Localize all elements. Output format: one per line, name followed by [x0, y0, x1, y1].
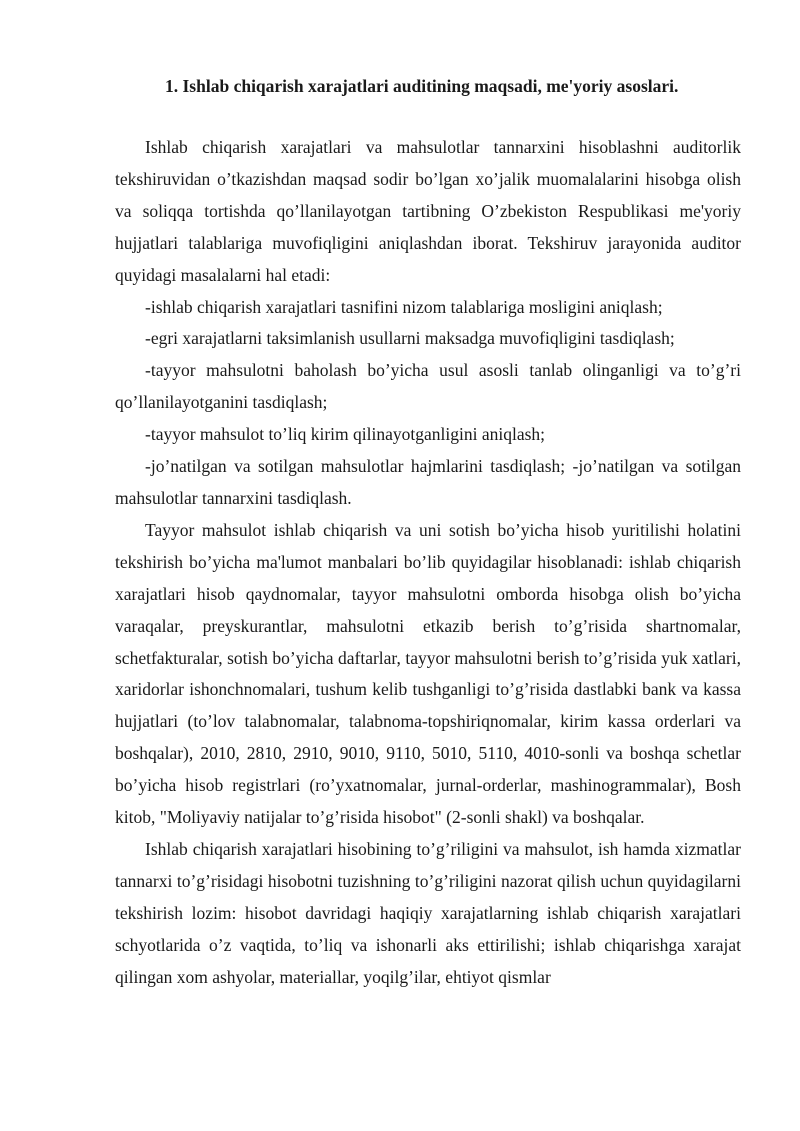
list-item: -egri xarajatlarni taksimlanish usullarni maksadga muvofiqligini tasdiqlash;: [145, 328, 675, 349]
section-heading: 1. Ishlab chiqarish xarajatlari auditining maqsadi, me'yoriy asoslari.: [165, 76, 679, 96]
list-item: -jo’natilgan va sotilgan mahsulotlar hajmlarini tasdiqlash; -jo’natilgan va sotilgan mahsulotlar tannarxini tasdiqlash.: [115, 456, 741, 508]
document-page: [115, 72, 741, 993]
paragraph: Tayyor mahsulot ishlab chiqarish va uni sotish bo’yicha hisob yuritilishi holatini tekshirish bo’yicha ma'lumot manbalari bo’lib quyidagilar hisoblanadi: ishlab chiqarish xarajatlari hisob qaydnomalar, tayyor mahsulotni omborda hisobga olish bo’yicha varaqalar, preyskurantlar, mahsulotni etkazib berish to’g’risida shartnomalar, schetfakturalar, sotish bo’yicha daftarlar, tayyor mahsulotni berish to’g’risida yuk xatlari, xaridorlar ishonchnomalari, tushum kelib tushganligi to’g’risida dastlabki bank va kassa hujjatlari (to’lov talabnomalar, talabnoma-topshiriqnomalar, kirim kassa orderlari va boshqalar), 2010, 2810, 2910, 9010, 9110, 5010, 5110, 4010-sonli va boshqa schetlar bo’yicha hisob registrlari (ro’yxatnomalar, jurnal-orderlar, mashinogrammalar), Bosh kitob, "Moliyaviy natijalar to’g’risida hisobot" (2-sonli shakl) va boshqalar.: [115, 519, 741, 828]
paragraph: Ishlab chiqarish xarajatlari va mahsulotlar tannarxini hisoblashni auditorlik tekshiruvidan o’tkazishdan maqsad sodir bo’lgan xo’jalik muomalalarini hisobga olish va soliqqa tortishda qo’llanilayotgan tartibning O’zbekiston Respublikasi me'yoriy hujjatlari talablariga muvofiqligini aniqlashdan iborat. Tekshiruv jarayonida auditor quyidagi masalalarni hal etadi:: [115, 137, 741, 285]
list-item: -ishlab chiqarish xarajatlari tasnifini nizom talablariga mosligini aniqlash;: [145, 296, 663, 317]
list-item: -tayyor mahsulotni baholash bo’yicha usul asosli tanlab olinganligi va to’g’ri qo’llanilayotganini tasdiqlash;: [115, 360, 741, 413]
paragraph: Ishlab chiqarish xarajatlari hisobining to’g’riligini va mahsulot, ish hamda xizmatlar tannarxi to’g’risidagi hisobotni tuzishning to’g’riligini nazorat qilish uchun quyidagilarni tekshirish lozim: hisobot davridagi haqiqiy xarajatlarning ishlab chiqarish xarajatlari schyotlarida o’z vaqtida, to’liq va ishonarli aks ettirilishi; ishlab chiqarishga xarajat qilingan xom ashyolar, materiallar, yoqilg’ilar, ehtiyot qismlar: [115, 838, 741, 987]
list-item: -tayyor mahsulot to’liq kirim qilinayotganligini aniqlash;: [145, 424, 546, 445]
